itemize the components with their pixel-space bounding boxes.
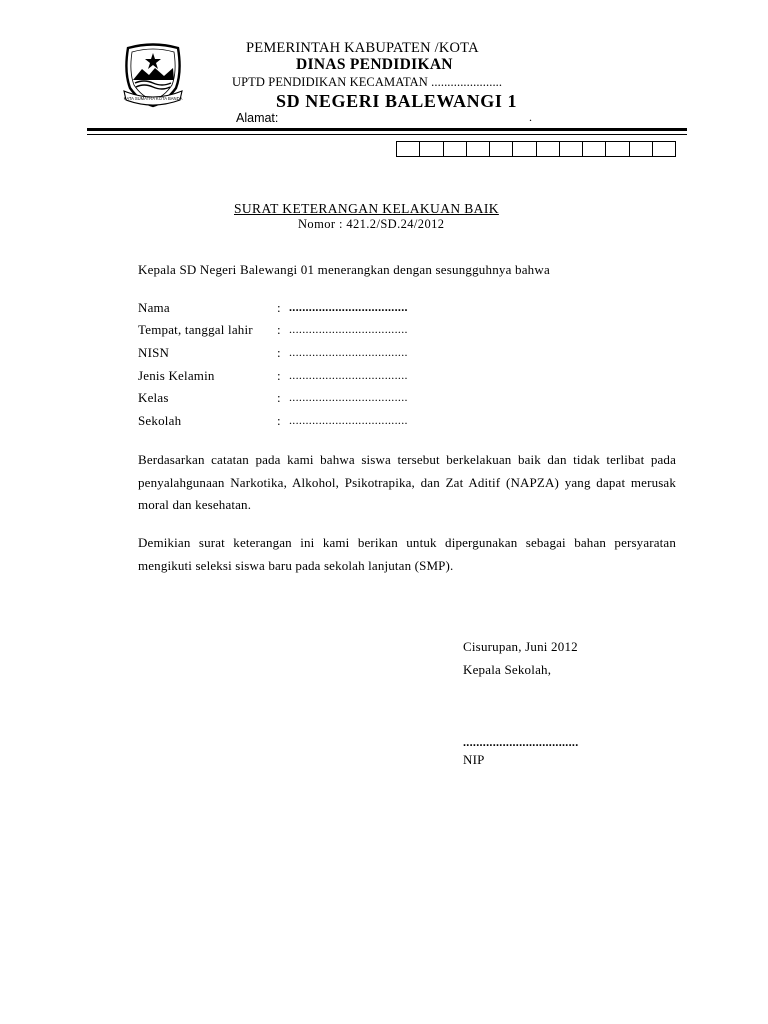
address-label: Alamat: — [236, 111, 279, 125]
field-colon: : — [277, 390, 281, 405]
field-label-kelas: Kelas — [138, 390, 169, 405]
letterhead-rule-thick — [87, 128, 687, 131]
number-box — [490, 142, 513, 156]
field-label-nama: Nama — [138, 300, 170, 315]
field-label-sekolah: Sekolah — [138, 413, 182, 428]
address-end-dot: . — [529, 110, 532, 124]
number-box — [630, 142, 653, 156]
field-colon: : — [277, 322, 281, 337]
number-box — [444, 142, 467, 156]
number-box — [467, 142, 490, 156]
field-value-sekolah: .................................... — [289, 413, 408, 427]
field-value-ttl: .................................... — [289, 322, 408, 336]
field-label-ttl: Tempat, tanggal lahir — [138, 322, 253, 337]
signature-nip: NIP — [463, 752, 485, 767]
intro-sentence: Kepala SD Negeri Balewangi 01 menerangkan dengan sesungguhnya bahwa — [138, 262, 550, 277]
signature-role: Kepala Sekolah, — [463, 662, 552, 677]
field-colon: : — [277, 300, 281, 315]
number-box — [560, 142, 583, 156]
field-value-nama: .................................... — [289, 300, 408, 314]
uptd-heading: UPTD PENDIDIKAN KECAMATAN ...................... — [232, 75, 503, 89]
crest-ribbon-text: KATA SUMATRA KOTA BANDA — [123, 96, 183, 101]
number-box — [513, 142, 536, 156]
statement-paragraph: Berdasarkan catatan pada kami bahwa siswa tersebut berkelakuan baik dan tidak terlibat pada penyalahgunaan Narkotika, Alkohol, Psikotrapika, dan Zat Aditif (NAPZA) yang dapat merusak moral dan kesehatan. — [138, 452, 676, 512]
registration-number-boxes — [396, 141, 676, 157]
number-box — [653, 142, 675, 156]
closing-paragraph: Demikian surat keterangan ini kami berikan untuk dipergunakan sebagai bahan persyaratan mengikuti seleksi siswa baru pada sekolah lanjutan (SMP). — [138, 535, 676, 573]
document-number: Nomor : 421.2/SD.24/2012 — [298, 217, 445, 231]
field-value-nisn: .................................... — [289, 345, 408, 359]
field-colon: : — [277, 368, 281, 383]
document-title: SURAT KETERANGAN KELAKUAN BAIK — [234, 201, 499, 216]
government-heading: PEMERINTAH KABUPATEN /KOTA — [246, 40, 479, 56]
letterhead-rule-thin — [87, 134, 687, 135]
school-crest-logo — [122, 42, 184, 108]
department-heading: DINAS PENDIDIKAN — [296, 56, 453, 73]
field-value-kelas: .................................... — [289, 390, 408, 404]
signature-name-line: ................................... — [463, 735, 579, 749]
number-box — [583, 142, 606, 156]
number-box — [606, 142, 629, 156]
field-label-nisn: NISN — [138, 345, 170, 360]
field-value-jenis-kelamin: .................................... — [289, 368, 408, 382]
field-label-jenis-kelamin: Jenis Kelamin — [138, 368, 215, 383]
number-box — [397, 142, 420, 156]
number-box — [420, 142, 443, 156]
school-name-heading: SD NEGERI BALEWANGI 1 — [276, 91, 518, 111]
number-box — [537, 142, 560, 156]
field-colon: : — [277, 413, 281, 428]
signature-place-date: Cisurupan, Juni 2012 — [463, 639, 578, 654]
field-colon: : — [277, 345, 281, 360]
